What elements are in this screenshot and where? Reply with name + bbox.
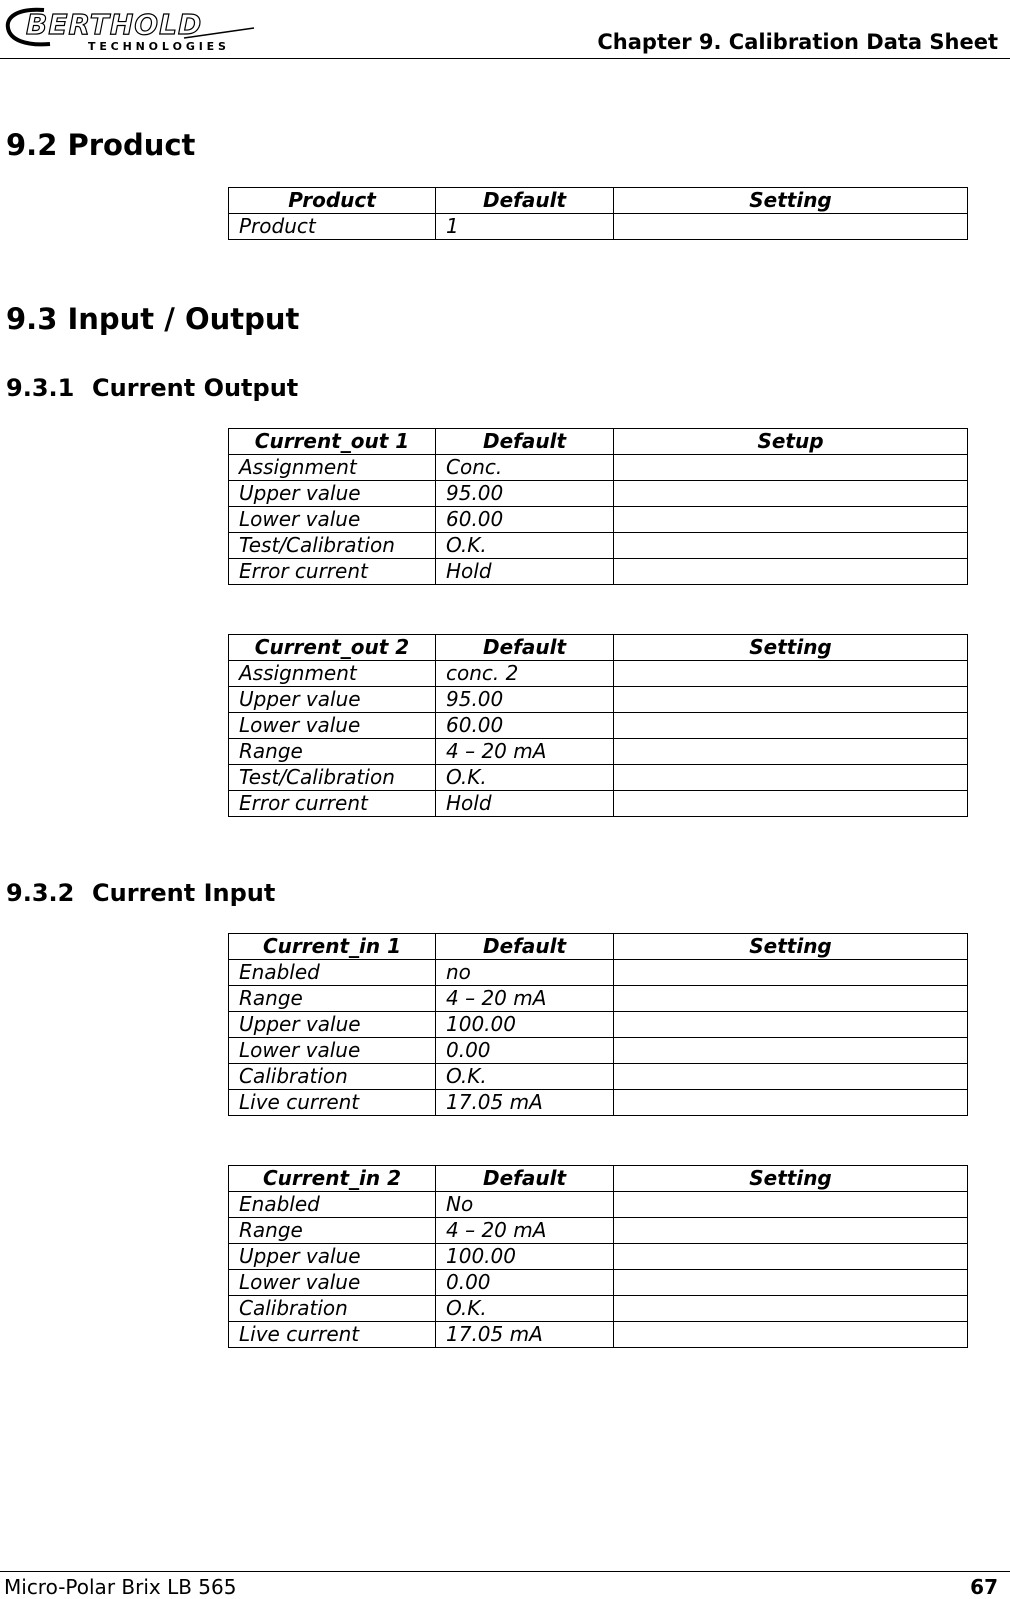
parameter-cell: Enabled [229,960,436,986]
table-row [229,559,968,585]
default-cell: no [436,960,614,986]
section-label: Current Output [92,374,299,402]
table-row [229,507,968,533]
current-out-1-table [228,428,968,585]
parameter-cell: Range [229,986,436,1012]
default-cell: 60.00 [436,507,614,533]
header-cell: Setting [614,1166,968,1192]
table-row [229,739,968,765]
parameter-cell: Upper value [229,1244,436,1270]
setting-cell [614,1038,968,1064]
header-cell: Default [436,429,614,455]
default-cell: O.K. [436,1296,614,1322]
header-cell: Setting [614,635,968,661]
default-cell: conc. 2 [436,661,614,687]
default-cell: O.K. [436,1064,614,1090]
table-row [229,1244,968,1270]
default-cell: Hold [436,559,614,585]
default-cell: 0.00 [436,1038,614,1064]
setting-cell [614,559,968,585]
default-cell: 1 [436,214,614,240]
default-cell: Hold [436,791,614,817]
table-row [229,481,968,507]
table-row [229,1038,968,1064]
page-header [0,0,1010,59]
default-cell: 100.00 [436,1012,614,1038]
table-header-row [229,188,968,214]
parameter-cell: Upper value [229,481,436,507]
table-row [229,1270,968,1296]
table-header-row [229,1166,968,1192]
table-row [229,1090,968,1116]
chapter-title: Chapter 9. Calibration Data Sheet [597,30,998,54]
default-cell: 60.00 [436,713,614,739]
table-row [229,960,968,986]
default-cell: 17.05 mA [436,1322,614,1348]
parameter-cell: Live current [229,1322,436,1348]
footer-product-name: Micro-Polar Brix LB 565 [4,1575,237,1599]
svg-text:T E C H N O L O G I E S: T E C H N O L O G I E S [88,40,226,52]
page-number: 67 [970,1575,998,1599]
setting-cell [614,1090,968,1116]
header-cell: Current_in 1 [229,934,436,960]
parameter-cell: Upper value [229,687,436,713]
default-cell: O.K. [436,533,614,559]
setting-cell [614,713,968,739]
setting-cell [614,1244,968,1270]
table-row [229,533,968,559]
header-cell: Default [436,934,614,960]
parameter-cell: Product [229,214,436,240]
table-row [229,986,968,1012]
default-cell: 95.00 [436,687,614,713]
parameter-cell: Lower value [229,1270,436,1296]
default-cell: 17.05 mA [436,1090,614,1116]
default-cell: Conc. [436,455,614,481]
parameter-cell: Upper value [229,1012,436,1038]
default-cell: 95.00 [436,481,614,507]
default-cell: 4 – 20 mA [436,1218,614,1244]
setting-cell [614,507,968,533]
current-in-1-table [228,933,968,1116]
setting-cell [614,1012,968,1038]
header-cell: Current_out 1 [229,429,436,455]
parameter-cell: Range [229,1218,436,1244]
table-row [229,687,968,713]
table-row [229,713,968,739]
section-number: 9.3.1 [6,374,75,402]
setting-cell [614,1296,968,1322]
setting-cell [614,739,968,765]
default-cell: No [436,1192,614,1218]
parameter-cell: Lower value [229,713,436,739]
table-row [229,661,968,687]
section-title-9-3-2 [6,879,275,907]
table-row [229,1296,968,1322]
current-out-2-table [228,634,968,817]
section-label: Current Input [92,879,276,907]
default-cell: 4 – 20 mA [436,739,614,765]
table-row [229,214,968,240]
parameter-cell: Calibration [229,1064,436,1090]
setting-cell [614,986,968,1012]
parameter-cell: Lower value [229,1038,436,1064]
header-cell: Default [436,1166,614,1192]
product-table [228,187,968,240]
section-title-9-3-1 [6,374,298,402]
parameter-cell: Assignment [229,661,436,687]
berthold-logo [4,6,304,52]
parameter-cell: Lower value [229,507,436,533]
table-row [229,1064,968,1090]
header-cell: Setting [614,934,968,960]
parameter-cell: Assignment [229,455,436,481]
parameter-cell: Error current [229,791,436,817]
setting-cell [614,214,968,240]
table-header-row [229,429,968,455]
table-header-row [229,934,968,960]
header-cell: Default [436,188,614,214]
default-cell: 100.00 [436,1244,614,1270]
parameter-cell: Test/Calibration [229,533,436,559]
section-number: 9.3.2 [6,879,75,907]
parameter-cell: Error current [229,559,436,585]
parameter-cell: Live current [229,1090,436,1116]
header-cell: Current_out 2 [229,635,436,661]
table-row [229,791,968,817]
setting-cell [614,687,968,713]
setting-cell [614,1270,968,1296]
setting-cell [614,960,968,986]
current-in-2-table [228,1165,968,1348]
setting-cell [614,791,968,817]
table-row [229,1218,968,1244]
table-row [229,455,968,481]
default-cell: 0.00 [436,1270,614,1296]
section-title-9-2: 9.2 Product [6,128,196,162]
header-cell: Product [229,188,436,214]
table-row [229,1012,968,1038]
header-cell: Current_in 2 [229,1166,436,1192]
setting-cell [614,1192,968,1218]
default-cell: O.K. [436,765,614,791]
setting-cell [614,1322,968,1348]
table-header-row [229,635,968,661]
section-title-9-3: 9.3 Input / Output [6,302,300,336]
setting-cell [614,1064,968,1090]
table-row [229,1322,968,1348]
setting-cell [614,1218,968,1244]
setting-cell [614,455,968,481]
header-cell: Default [436,635,614,661]
header-cell: Setting [614,188,968,214]
setting-cell [614,765,968,791]
svg-text:BERTHOLD: BERTHOLD [26,8,203,41]
default-cell: 4 – 20 mA [436,986,614,1012]
parameter-cell: Range [229,739,436,765]
page-footer [0,1571,1010,1599]
parameter-cell: Calibration [229,1296,436,1322]
table-row [229,765,968,791]
table-row [229,1192,968,1218]
setting-cell [614,533,968,559]
setting-cell [614,661,968,687]
setting-cell [614,481,968,507]
parameter-cell: Enabled [229,1192,436,1218]
parameter-cell: Test/Calibration [229,765,436,791]
header-cell: Setup [614,429,968,455]
